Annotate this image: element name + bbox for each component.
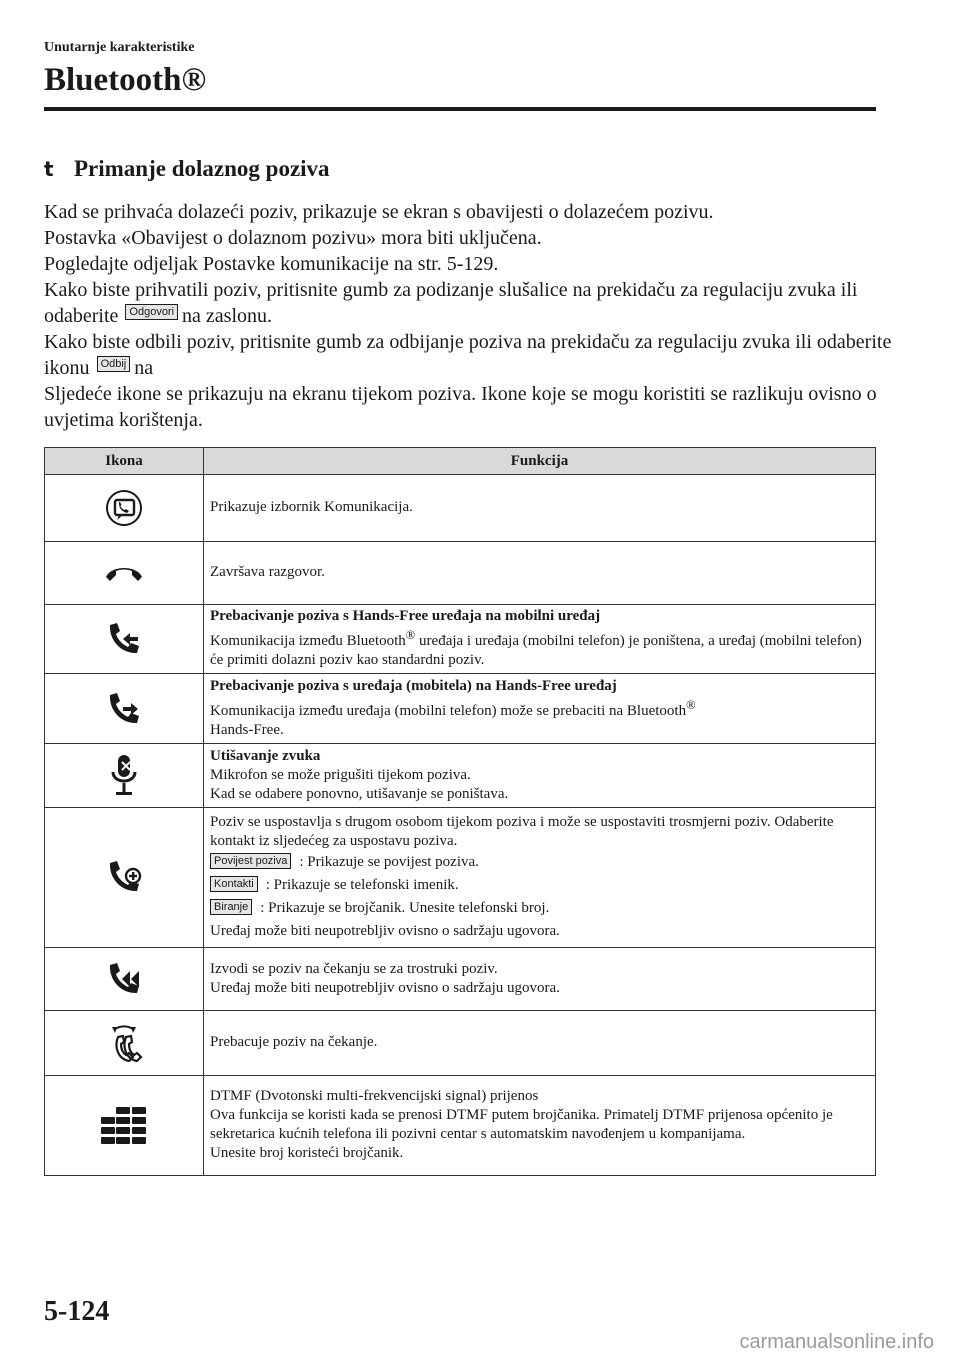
intro-paragraph-1: Kad se prihvaća dolazeći poziv, prikazuje se ekran s obavijesti o dolazećem pozivu. xyxy=(44,201,714,223)
description-text: Mikrofon se može prigušiti tijekom poziva. xyxy=(210,766,471,783)
transfer-to-phone-icon xyxy=(45,619,203,659)
swap-call-icon xyxy=(45,1021,203,1065)
table-row xyxy=(45,808,876,948)
icon-cell xyxy=(45,948,204,1011)
table-row xyxy=(45,1076,876,1176)
reject-instruction: Kako biste odbili poziv, pritisnite gumb za odbijanje poziva na prekidaču za regulaciju zvuka ili odaberite ikonu xyxy=(44,331,892,379)
column-header-function: Funkcija xyxy=(204,448,876,475)
description-cell xyxy=(204,674,876,744)
page-number: 5-124 xyxy=(44,1296,110,1327)
description-text: Hands-Free. xyxy=(210,721,284,738)
intro-paragraph-5 xyxy=(44,329,894,381)
icon-cell xyxy=(45,1011,204,1076)
table-row xyxy=(45,744,876,808)
icon-cell xyxy=(45,744,204,808)
intro-paragraph-4 xyxy=(44,277,894,329)
intro-paragraph-6: Sljedeće ikone se prikazuju na ekranu tijekom poziva. Ikone koje se mogu koristiti se razlikuju ovisno o uvjetima korištenja. xyxy=(44,383,877,431)
table-row xyxy=(45,542,876,605)
description-text: Završava razgovor. xyxy=(210,564,325,580)
icon-cell xyxy=(45,808,204,948)
description-cell xyxy=(204,605,876,674)
description-text: Kad se odabere ponovno, utišavanje se poništava. xyxy=(210,785,509,802)
option-text: : Prikazuje se povijest poziva. xyxy=(299,854,479,870)
table-row xyxy=(45,475,876,542)
description-text: Komunikacija između uređaja (mobilni telefon) može se prebaciti na Bluetooth xyxy=(210,702,687,719)
icon-table xyxy=(44,447,876,1176)
merge-call-icon xyxy=(45,959,203,999)
description-cell xyxy=(204,1076,876,1176)
option-text: : Prikazuje se telefonski imenik. xyxy=(265,877,459,893)
icon-cell xyxy=(45,605,204,674)
description-cell xyxy=(204,744,876,808)
description-cell xyxy=(204,542,876,605)
description-title: Utišavanje zvuka xyxy=(210,747,321,764)
subheading xyxy=(44,156,330,182)
option-call-history xyxy=(210,853,869,872)
description-title: Prebacivanje poziva s uređaja (mobitela) na Hands-Free uređaj xyxy=(210,677,617,694)
description-text: Poziv se uspostavlja s drugom osobom tijekom poziva i može se uspostaviti trosmjerni poziv. Odaberite kontakt iz sljedećeg za uspostavu poziva. xyxy=(210,814,834,849)
description-text: uređaja i uređaja (mobilni telefon) je poništena, a uređaj (mobilni telefon) će primiti dolazni poziv kao standardni poziv. xyxy=(210,633,862,668)
table-row xyxy=(45,1011,876,1076)
add-call-icon xyxy=(45,857,203,899)
description-cell xyxy=(204,948,876,1011)
reject-button: Odbij xyxy=(97,356,131,372)
description-cell xyxy=(204,808,876,948)
description-text: DTMF (Dvotonski multi-frekvencijski signal) prijenos xyxy=(210,1088,539,1104)
option-dial xyxy=(210,899,869,918)
option-contacts xyxy=(210,876,869,895)
accept-instruction-end: na zaslonu. xyxy=(182,305,273,327)
keypad-icon xyxy=(45,1106,203,1146)
title-rule xyxy=(44,107,876,111)
registered-mark: ® xyxy=(405,628,416,642)
icon-cell xyxy=(45,1076,204,1176)
page-title: Bluetooth® xyxy=(44,62,207,98)
description-text: Komunikacija između Bluetooth xyxy=(210,633,406,649)
description-note: Uređaj može biti neupotrebljiv ovisno o sadržaju ugovora. xyxy=(210,923,560,939)
mute-microphone-icon xyxy=(45,752,203,800)
communication-menu-icon xyxy=(45,488,203,528)
accept-instruction: Kako biste prihvatili poziv, pritisnite gumb za podizanje slušalice na prekidaču za regulaciju zvuka ili odaberite xyxy=(44,279,858,327)
intro-paragraph-3: Pogledajte odjeljak Postavke komunikacije na str. 5-129. xyxy=(44,253,499,275)
description-text: Prebacuje poziv na čekanje. xyxy=(210,1034,378,1050)
contacts-button: Kontakti xyxy=(210,876,258,892)
icon-cell xyxy=(45,475,204,542)
dial-button: Biranje xyxy=(210,899,252,915)
column-header-icon: Ikona xyxy=(45,448,204,475)
subheading-bullet: t xyxy=(44,157,54,181)
reject-instruction-end: na xyxy=(134,357,154,379)
intro-text xyxy=(44,199,894,433)
description-text: Uređaj može biti neupotrebljiv ovisno o sadržaju ugovora. xyxy=(210,979,560,996)
description-text: Izvodi se poziv na čekanju se za trostruki poziv. xyxy=(210,960,498,977)
section-label: Unutarnje karakteristike xyxy=(44,40,195,55)
end-call-icon xyxy=(45,562,203,584)
description-text: Unesite broj koristeći brojčanik. xyxy=(210,1145,404,1161)
watermark: carmanualsonline.info xyxy=(739,1331,934,1353)
icon-cell xyxy=(45,674,204,744)
description-text: Ova funkcija se koristi kada se prenosi DTMF putem brojčanika. Primatelj DTMF prijenosa općenito je sekretarica kućnih telefona ili pozivni centar s automatskim navođenjem u kompanijama. xyxy=(210,1107,833,1142)
subheading-text: Primanje dolaznog poziva xyxy=(74,156,330,181)
table-row xyxy=(45,948,876,1011)
table-row xyxy=(45,674,876,744)
transfer-to-handsfree-icon xyxy=(45,689,203,729)
table-header-row xyxy=(45,448,876,475)
description-title: Prebacivanje poziva s Hands-Free uređaja na mobilni uređaj xyxy=(210,608,601,624)
answer-button: Odgovori xyxy=(125,304,178,320)
icon-cell xyxy=(45,542,204,605)
call-history-button: Povijest poziva xyxy=(210,853,291,869)
description-cell xyxy=(204,1011,876,1076)
registered-mark: ® xyxy=(686,697,696,712)
option-text: : Prikazuje se brojčanik. Unesite telefonski broj. xyxy=(260,900,550,916)
table-row xyxy=(45,605,876,674)
description-text: Prikazuje izbornik Komunikacija. xyxy=(210,499,413,515)
intro-paragraph-2: Postavka «Obavijest o dolaznom pozivu» mora biti uključena. xyxy=(44,227,542,249)
description-cell xyxy=(204,475,876,542)
